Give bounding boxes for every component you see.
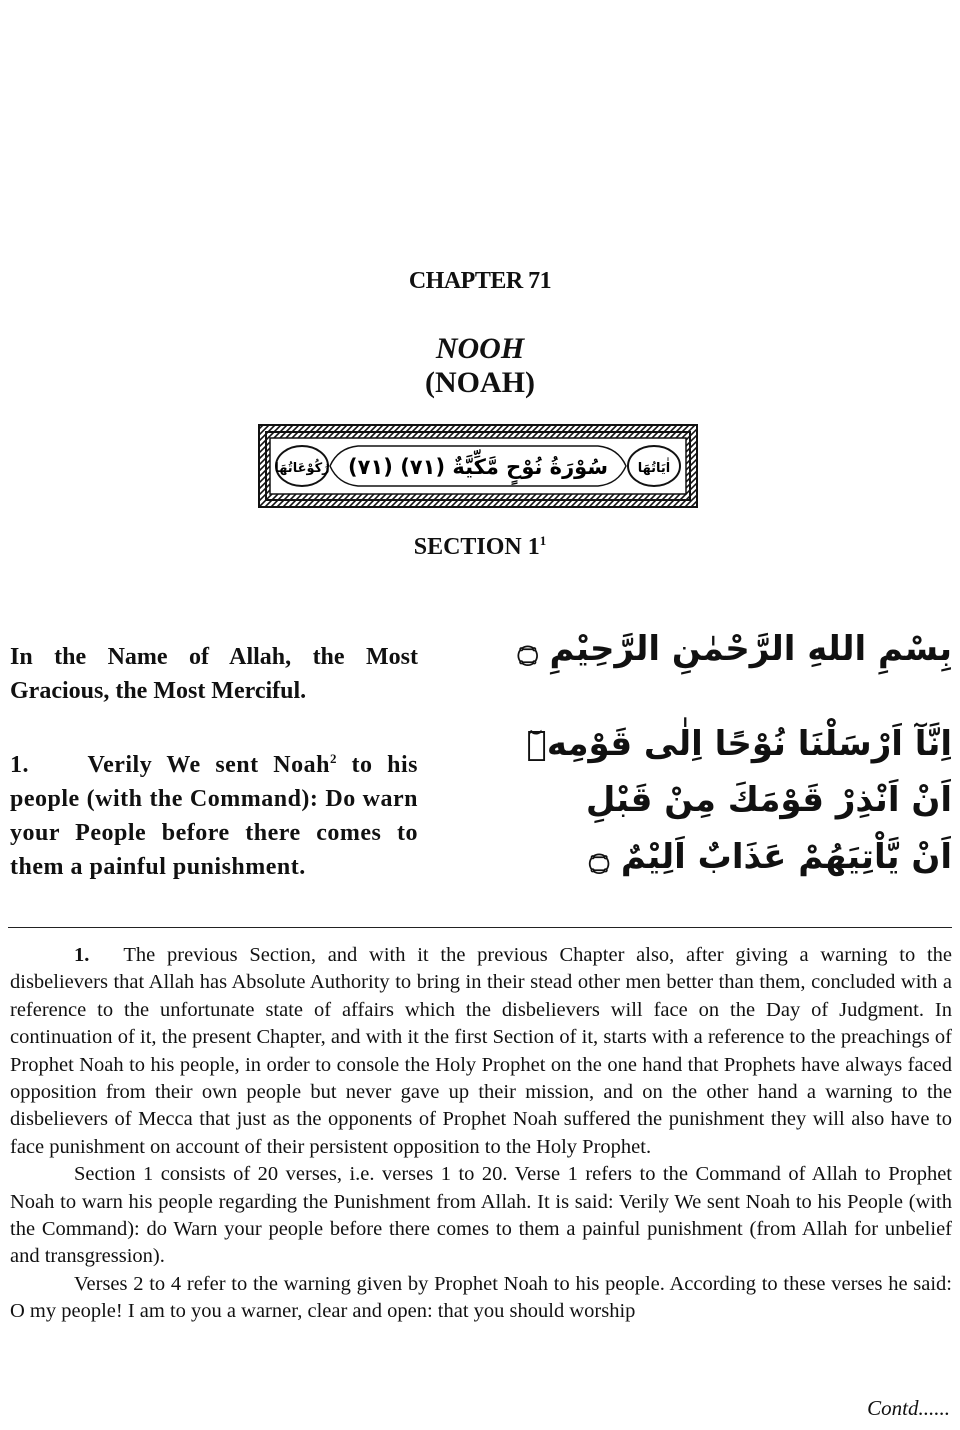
chapter-heading: CHAPTER 71 bbox=[408, 268, 552, 294]
verse-text-before: Verily We sent Noah bbox=[87, 752, 330, 778]
section-title: SECTION 1 bbox=[413, 534, 540, 560]
banner-right-label: اٰيَاتُهَا bbox=[637, 461, 671, 476]
note-paragraph-1 bbox=[10, 942, 952, 1161]
section-footnote-ref: 1 bbox=[539, 533, 547, 548]
verse-text-after: to his people (with the Command): Do warn your People before there comes to them a painful punishment. bbox=[10, 752, 418, 880]
note-paragraph-2: Section 1 consists of 20 verses, i.e. verses 1 to 20. Verse 1 refers to the Command of Allah to Prophet Noah to warn his people regarding the Punishment from Allah. It is said: Verily We sent Noah to his People (with the Command): do Warn your people before there comes to them a painful punishment (from Allah for unbelief and transgression). bbox=[10, 1163, 952, 1268]
verse-footnote-ref: 2 bbox=[329, 751, 337, 766]
footnote-divider bbox=[8, 927, 952, 928]
verse-number: 1. bbox=[10, 752, 29, 778]
surah-name: NOOH bbox=[435, 332, 525, 365]
note-paragraph-3: Verses 2 to 4 refer to the warning given by Prophet Noah to his people. According to these verses he said: O my people! I am to you a warner, clear and open: that you should worship bbox=[10, 1272, 952, 1323]
surah-banner bbox=[258, 424, 698, 508]
arabic-verse-line-3: اَنْ يَّاْتِيَهُمْ عَذَابٌ اَلِيْمٌ ۝ bbox=[589, 837, 952, 877]
banner-left-label: رُكُوْعَاتُهَا bbox=[274, 461, 330, 476]
surah-translation: (NOAH) bbox=[425, 366, 535, 399]
note-1-text: The previous Section, and with it the previous Chapter also, after giving a warning to the disbelievers that Allah has Absolute Authority to bring in their stead other men better than them, concluded with a reference to the unfortunate state of affairs which the disbelievers will face on the Day of Judgment. In continuation of it, the present Chapter, and with it the first Section of it, starts with a reference to the preachings of Prophet Noah to his people, in order to console the Holy Prophet on the one hand that Prophets have always faced opposition from their own people but never gave up their mission, and on the other hand a warning to the disbelievers of Mecca that just as the opponents of Prophet Noah suffered the punishment they will also have to face punishment on account of their persistent opposition to the Holy Prophet. bbox=[10, 944, 952, 1158]
note-number: 1. bbox=[74, 944, 90, 966]
commentary-notes bbox=[10, 942, 952, 1326]
arabic-basmala: بِسْمِ اللهِ الرَّحْمٰنِ الرَّحِيْمِ ۝ bbox=[517, 629, 952, 669]
continued-marker: Contd...... bbox=[867, 1396, 950, 1420]
verse-1-translation bbox=[10, 742, 418, 884]
banner-center-label: (٧١) سُوْرَةُ نُوْحٍ مَّكِّيَّةٌ (٧١) bbox=[348, 455, 608, 479]
section-heading bbox=[0, 533, 960, 561]
arabic-verse-line-1: اِنَّآ اَرْسَلْنَا نُوْحًا اِلٰى قَوْمِهٖٓ bbox=[526, 724, 952, 764]
arabic-verse-line-2: اَنْ اَنْذِرْ قَوْمَكَ مِنْ قَبْلِ bbox=[585, 780, 952, 820]
bismillah-translation: In the Name of Allah, the Most Gracious, the Most Merciful. bbox=[10, 644, 418, 704]
